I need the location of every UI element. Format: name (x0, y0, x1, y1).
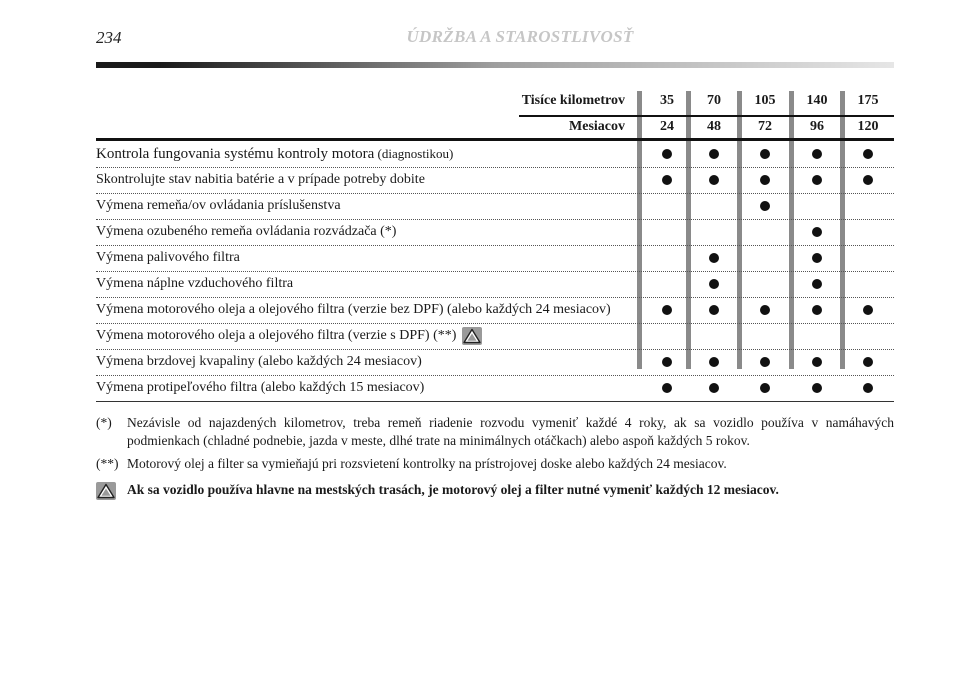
check-dot (760, 149, 770, 159)
check-dot (662, 175, 672, 185)
interval-km: 140 (806, 93, 828, 108)
check-dot (812, 279, 822, 289)
row-label (96, 349, 422, 375)
row-label-text: Výmena protipeľového filtra (alebo každých 15 mesiacov) (96, 380, 425, 395)
interval-km: 175 (857, 93, 879, 108)
table-row (96, 141, 894, 168)
check-dot (812, 383, 822, 393)
row-label (96, 245, 240, 271)
check-dot (863, 175, 873, 185)
row-label (96, 141, 453, 167)
check-dot (760, 305, 770, 315)
warning-triangle-icon (96, 482, 116, 505)
warning-triangle-icon (462, 327, 482, 345)
footnote (96, 455, 894, 473)
row-label-text: Výmena ozubeného remeňa ovládania rozvádzača (*) (96, 224, 397, 239)
table-row (96, 167, 894, 194)
check-dot (760, 175, 770, 185)
row-label-suffix: (diagnostikou) (374, 146, 454, 161)
check-dot (812, 357, 822, 367)
row-label (96, 193, 341, 219)
check-dot (760, 357, 770, 367)
row-label (96, 323, 482, 349)
header-divider (519, 115, 894, 117)
row-label-text: Výmena brzdovej kvapaliny (alebo každých 24 mesiacov) (96, 354, 422, 369)
interval-months: 24 (660, 119, 674, 134)
check-dot (812, 305, 822, 315)
check-dot (709, 175, 719, 185)
page-number: 234 (96, 28, 122, 47)
check-dot (863, 357, 873, 367)
row-label-text: Výmena palivového filtra (96, 250, 240, 265)
check-dot (760, 383, 770, 393)
check-dot (812, 175, 822, 185)
months-header-label: Mesiacov (569, 119, 625, 134)
interval-km: 105 (754, 93, 776, 108)
interval-months: 120 (857, 119, 879, 134)
row-label-text: Skontrolujte stav nabitia batérie a v prípade potreby dobite (96, 172, 425, 187)
check-dot (812, 149, 822, 159)
check-dot (662, 305, 672, 315)
row-label (96, 167, 425, 193)
check-dot (709, 279, 719, 289)
check-dot (709, 149, 719, 159)
row-label-text: Výmena motorového oleja a olejového filtra (verzie s DPF) (**) (96, 328, 457, 343)
footnote-text: Motorový olej a filter sa vymieňajú pri rozsvietení kontrolky na prístrojovej doske alebo každých 24 mesiacov. (127, 456, 727, 471)
footnote-text: Nezávisle od najazdených kilometrov, treba remeň riadenie rozvodu vymeniť každé 4 roky, ak sa vozidlo používa v namáhavých podmienkach (chladné podnebie, jazda v meste, dlhé trate na minimálnych otáčkach) alebo aspoň každých 5 rokov. (127, 415, 894, 448)
table-row (96, 323, 894, 350)
table-row (96, 349, 894, 376)
check-dot (863, 149, 873, 159)
check-dot (709, 357, 719, 367)
interval-km: 70 (707, 93, 721, 108)
table-row (96, 245, 894, 272)
row-label-text: Výmena motorového oleja a olejového filtra (verzie bez DPF) (alebo každých 24 mesiacov) (96, 302, 611, 317)
row-label (96, 219, 396, 245)
check-dot (662, 357, 672, 367)
interval-months: 96 (810, 119, 824, 134)
row-label-text: Výmena náplne vzduchového filtra (96, 276, 294, 291)
table-row (96, 193, 894, 220)
interval-km: 35 (660, 93, 674, 108)
check-dot (709, 383, 719, 393)
check-dot (812, 253, 822, 263)
check-dot (662, 383, 672, 393)
check-dot (709, 253, 719, 263)
footnote (96, 481, 894, 499)
interval-months: 72 (758, 119, 772, 134)
check-dot (662, 149, 672, 159)
footnote-text: Ak sa vozidlo používa hlavne na mestských trasách, je motorový olej a filter nutné vymeniť každých 12 mesiacov. (127, 482, 779, 497)
row-label (96, 375, 424, 401)
table-row (96, 271, 894, 298)
check-dot (812, 227, 822, 237)
interval-months: 48 (707, 119, 721, 134)
row-label-text: Kontrola fungovania systému kontroly motora (96, 146, 375, 162)
check-dot (863, 383, 873, 393)
row-label (96, 297, 611, 323)
row-label-text: Výmena remeňa/ov ovládania príslušenstva (96, 198, 341, 213)
check-dot (863, 305, 873, 315)
table-row (96, 219, 894, 246)
footnote (96, 414, 894, 450)
footnote-marker: (**) (96, 456, 119, 471)
table-row (96, 375, 894, 402)
table-row (96, 297, 894, 324)
footnote-marker: (*) (96, 415, 112, 430)
check-dot (709, 305, 719, 315)
section-title: ÚDRŽBA A STAROSTLIVOSŤ (406, 27, 634, 46)
row-label (96, 271, 293, 297)
km-header-label: Tisíce kilometrov (521, 93, 625, 108)
check-dot (760, 201, 770, 211)
